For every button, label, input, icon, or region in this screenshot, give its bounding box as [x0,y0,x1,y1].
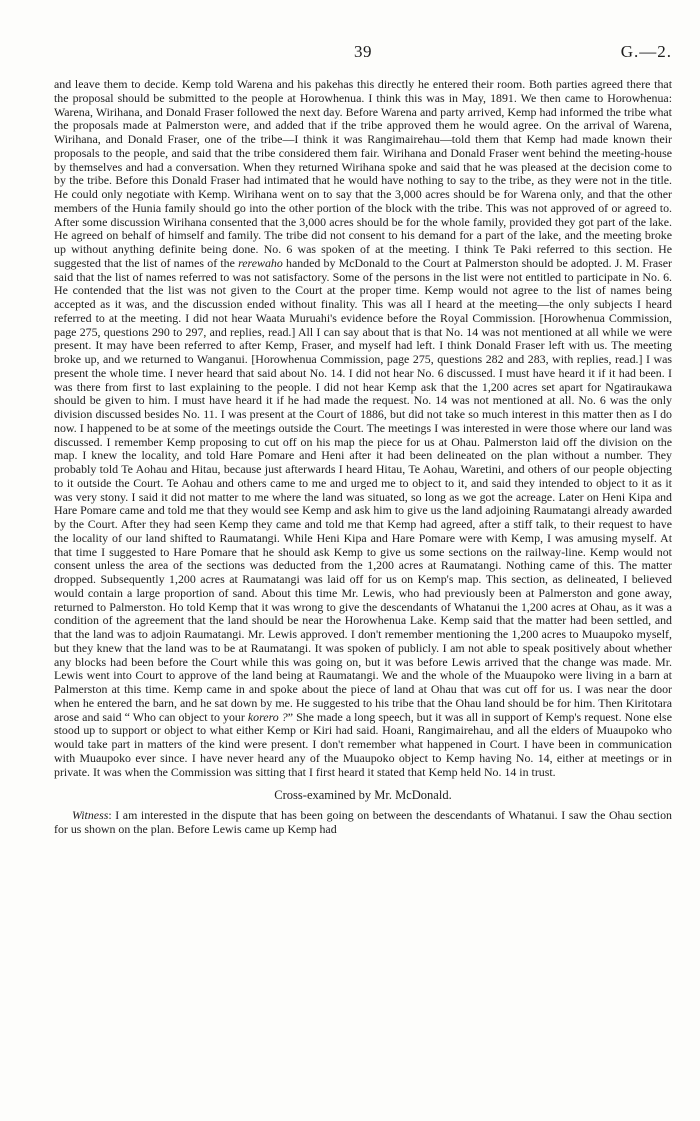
document-reference: G.—2. [620,42,672,61]
witness-paragraph [54,809,672,837]
italic-term-korero: korero ? [247,709,288,724]
evidence-paragraph [54,78,672,779]
witness-text: : I am interested in the dispute that has been going on between the descendants of Whatanui. I saw the Ohau section for us shown on the plan. Before Lewis came up Kemp had [54,808,672,836]
paragraph-text-part-3: ” She made a long speech, but it was all in support of Kemp's request. None else stood up to support or object to what either Kemp or Kiri had said. Hoani, Rangimairehau, and all the elders of Muaupoko who would take part in matters of the kind were present. I don't remember what happened in Court. I have been in communication with Muaupoko ever since. I have never heard any of the Muaupoko object to Kemp having No. 14, either at meetings or in private. It was when the Commission was sitting that I first heard it stated that Kemp held No. 14 in trust. [54,709,672,779]
italic-term-rerewaho: rerewaho [238,255,283,270]
body-text [54,78,672,837]
section-heading: Cross-examined by Mr. McDonald. [274,788,452,803]
page-number: 39 [354,42,372,61]
page-header [54,42,672,78]
paragraph-text-part-1: and leave them to decide. Kemp told Warena and his pakehas this directly he entered their room. Both parties agreed there that the proposal should be submitted to the people at Horowhenua. I think this was in May, 1891. We then came to Horowhenua: Warena, Wirihana, and Donald Fraser followed the next day. Before Warena and party arrived, Kemp had informed the tribe what the proposals made at Palmerston were, and added that if the tribe approved them he would agree. On the arrival of Warena, Wirihana, and Donald Fraser, one of the tribe—I think it was Rangimairehau—told them that Kemp had made known their proposals to the people, and said that the tribe considered them fair. Wirihana and Donald Fraser went behind the meeting-house by themselves and had a conversation. When they returned Wirihana spoke and said that he was pleased at the decision come to by the tribe. Before this Donald Fraser had intimated that he would have nothing to say to the tribe, as they were not in the title. He could only negotiate with Kemp. Wirihana went on to say that the 3,000 acres should be for Warena only, and that the other members of the Hunia family should go into the other portion of the block with the tribe. This was not approved of or agreed to. After some discussion Wirihana consented that the 3,000 acres should be for the whole family, provided they got part of the lake. He agreed on behalf of himself and family. The tribe did not consent to his demand for a part of the lake, and the meeting broke up without anything definite being done. No. 6 was spoken of at the meeting. I think Te Paki referred to this section. He suggested that the list of names of the [54,77,672,270]
paragraph-text-part-2: handed by McDonald to the Court at Palmerston should be adopted. J. M. Fraser said that the list of names referred to was not satisfactory. Some of the persons in the list were not entitled to participate in No. 6. He contended that the list was not given to the Court at the proper time. Kemp would not agree to the list of names being accepted as it was, and the discussion ended without finality. This was all I heard at the meeting—the only subjects I heard referred to at the meeting. I did not hear Waata Muruahi's evidence before the Royal Commission. [Horowhenua Commission, page 275, questions 290 to 297, and replies, read.] All I can say about that is that No. 14 was not mentioned at all while we were present. It may have been referred to after Kemp, Fraser, and myself had left. I think Donald Fraser left with us. The meeting broke up, and we returned to Wanganui. [Horowhenua Commission, page 275, questions 282 and 283, with replies, read.] I was present the whole time. I never heard that said about No. 14. I did not hear No. 6 discussed. I must have heard it if it had been. I was there from first to last explaining to the people. I did not hear Kemp ask that the 1,200 acres set apart for Ngatiraukawa should be given to him. I must have heard it if he had made the request. No. 14 was not mentioned at all. No. 6 was the only division discussed besides No. 11. I was present at the Court of 1886, but did not take so much interest in this matter then as I do now. I happened to be at some of the meetings outside the Court. The meetings I was interested in were those where our land was discussed. I remember Kemp proposing to cut off on his map the piece for us at Ohau. Palmerston laid off the division on the map. I knew the locality, and told Hare Pomare and Heni after it had been delineated on the plan without a number. They probably told Te Aohau and Hitau, because just afterwards I heard Hitau, Te Aohau, Waretini, and others of our people objecting to it outside the Court. Te Aohau and others came to me and urged me to object to it, and said they intended to object to it as it was very stony. I said it did not matter to me where the land was situated, so long as we got the acreage. Later on Heni Kipa and Hare Pomare came and told me that they would see Kemp and ask him to give us the land adjoining Raumatangi already awarded by the Court. After they had seen Kemp they came and told me that Kemp had agreed, after a stiff talk, to their request to have the locality of our land shifted to Raumatangi. While Heni Kipa and Hare Pomare were with Kemp, I was amusing myself. At that time I suggested to Hare Pomare that he should ask Kemp to give us some sections on the railway-line. Kemp would not consent unless the area of the sections was deducted from the 1,200 acres at Raumatangi. Nothing came of this. The matter dropped. Subsequently 1,200 acres at Raumatangi was laid off for us on Kemp's map. This section, as delineated, I believed would contain a large proportion of sand. About this time Mr. Lewis, who had previously been at Palmerston and gone away, returned to Palmerston. Ho told Kemp that it was wrong to give the descendants of Whatanui the 1,200 acres at Ohau, as it was a condition of the agreement that the land should be near the Horowhenua Lake. Kemp said that the matter had been settled, and that the land was to adjoin Raumatangi. Mr. Lewis approved. I don't remember mentioning the 1,200 acres to Muaupoko myself, but they knew that the land was to be at Raumatangi. It was spoken of publicly. I am not able to speak positively about whether any blocks had been before the Court while this was going on, but it was before Lewis arrived that the change was made. Mr. Lewis went into Court to approve of the land being at Raumatangi. We and the whole of the Muaupoko were living in a barn at Palmerston at this time. Kemp came in and spoke about the piece of land at Ohau that was cut off for us. I was near the door when he entered the barn, and he sat down by me. He suggested to his tribe that the Ohau land should be for him. Then Kiritotara arose and said “ Who can object to your [54,255,672,724]
witness-label: Witness [72,808,109,822]
